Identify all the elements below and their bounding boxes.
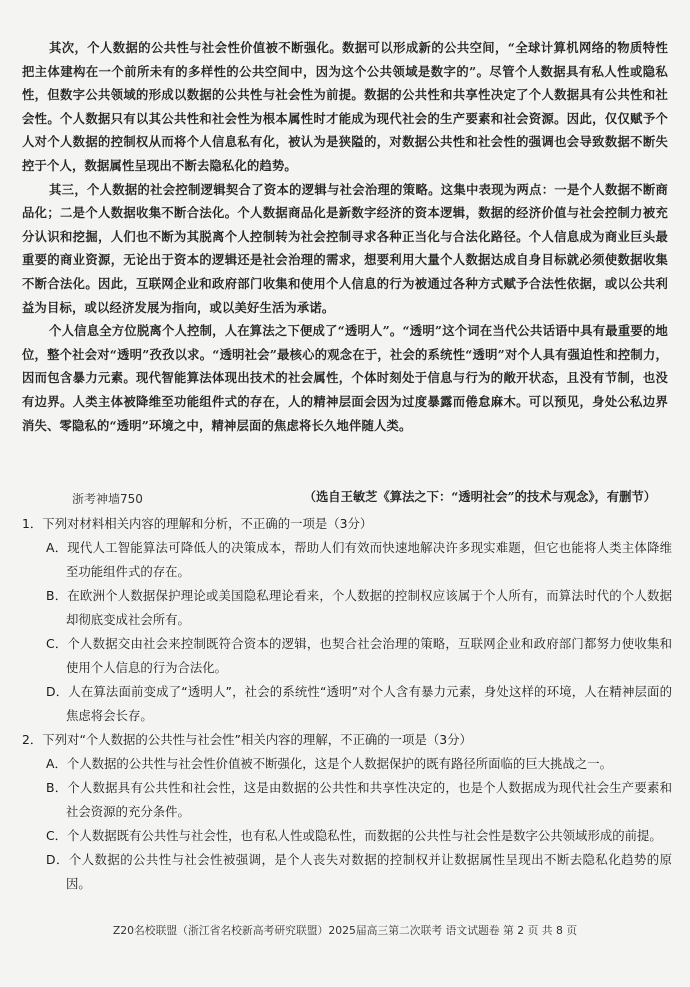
watermark-text: 浙考神墙750	[72, 492, 143, 506]
question-list	[22, 512, 672, 896]
passage-paragraph: 其次，个人数据的公共性与社会性价值被不断强化。数据可以形成新的公共空间，“全球计算机网络的物质特性把主体建构在一个前所未有的多样性的公共空间中，因为这个公共领域是数字的”。尽管个人数据具有私人性或隐私性，但数字公共领域的形成以数据的公共性与社会性为前提。数据的公共性和共享性决定了个人数据具有公共性和社会性。个人数据只有以其公共性和社会性为根本属性时才能成为现代社会的生产要素和社会资源。因此，仅仅赋予个人对个人数据的控制权从而将个人信息私有化，被认为是狭隘的，对数据公共性和社会性的强调也会导致数据不断失控于个人，数据属性呈现出不断去隐私化的趋势。	[22, 40, 668, 173]
page-footer: Z20名校联盟（浙江省名校新高考研究联盟）2025届高三第二次联考 语文试题卷 第 2 页 共 8 页	[112, 924, 578, 937]
source-line	[0, 487, 690, 509]
question-option: B．在欧洲个人数据保护理论或美国隐私理论看来，个人数据的控制权应该属于个人所有，而算法时代的个人数据却彻底变成社会所有。	[46, 588, 672, 627]
question-option: B．个人数据具有公共性和社会性，这是由数据的公共性和共享性决定的，也是个人数据成为现代社会生产要素和社会资源的充分条件。	[46, 780, 672, 819]
question-option: A．个人数据的公共性与社会性价值被不断强化，这是个人数据保护的既有路径所面临的巨大挑战之一。	[46, 756, 613, 771]
question-option: C．个人数据既有公共性与社会性，也有私人性或隐私性，而数据的公共性与社会性是数字公共领域形成的前提。	[46, 828, 662, 843]
passage-paragraph: 个人信息全方位脱离个人控制，人在算法之下便成了“透明人”。“透明”这个词在当代公共话语中具有最重要的地位，整个社会对“透明”孜孜以求。“透明社会”最核心的观念在于，社会的系统性“透明”对个人具有强迫性和控制力，因而包含暴力元素。现代智能算法体现出技术的社会属性，个体时刻处于信息与行为的敞开状态，且没有节制，也没有边界。人类主体被降维至功能组件式的存在，人的精神层面会因为过度暴露而倦怠麻木。可以预见，身处公私边界消失、零隐私的“透明”环境之中，精神层面的焦虑将长久地伴随人类。	[22, 323, 668, 433]
question	[22, 728, 672, 896]
source-citation: （选自王敏芝《算法之下：“透明社会”的技术与观念》，有删节）	[303, 489, 656, 504]
question-stem: 2．下列对“个人数据的公共性与社会性”相关内容的理解，不正确的一项是（3分）	[22, 732, 472, 747]
question-option: A．现代人工智能算法可降低人的决策成本，帮助人们有效而快速地解决许多现实难题，但它也能将人类主体降维至功能组件式的存在。	[46, 540, 672, 579]
reading-passage	[22, 36, 668, 437]
passage-paragraph: 其三，个人数据的社会控制逻辑契合了资本的逻辑与社会治理的策略。这集中表现为两点：一是个人数据不断商品化；二是个人数据收集不断合法化。个人数据商品化是新数字经济的资本逻辑，数据的经济价值与社会控制力被充分认识和挖掘，人们也不断为其脱离个人控制转为社会控制寻求各种正当化与合法化路径。个人信息成为商业巨头最重要的商业资源，无论出于资本的逻辑还是社会治理的需求，想要利用大量个人数据达成自身目标就必须使数据收集不断合法化。因此，互联网企业和政府部门收集和使用个人信息的行为被通过各种方式赋予合法性依据，或以公共利益为目标，或以经济发展为指向，或以美好生活为承诺。	[22, 181, 668, 315]
question-option: C．个人数据交由社会来控制既符合资本的逻辑，也契合社会治理的策略，互联网企业和政府部门都努力使收集和使用个人信息的行为合法化。	[46, 636, 672, 675]
question-stem: 1．下列对材料相关内容的理解和分析，不正确的一项是（3分）	[22, 516, 373, 531]
question	[22, 512, 672, 728]
question-option: D．个人数据的公共性与社会性被强调，是个人丧失对数据的控制权并让数据属性呈现出不断去隐私化趋势的原因。	[46, 852, 672, 891]
question-option: D．人在算法面前变成了“透明人”，社会的系统性“透明”对个人含有暴力元素，身处这样的环境，人在精神层面的焦虑将会长存。	[46, 684, 672, 723]
